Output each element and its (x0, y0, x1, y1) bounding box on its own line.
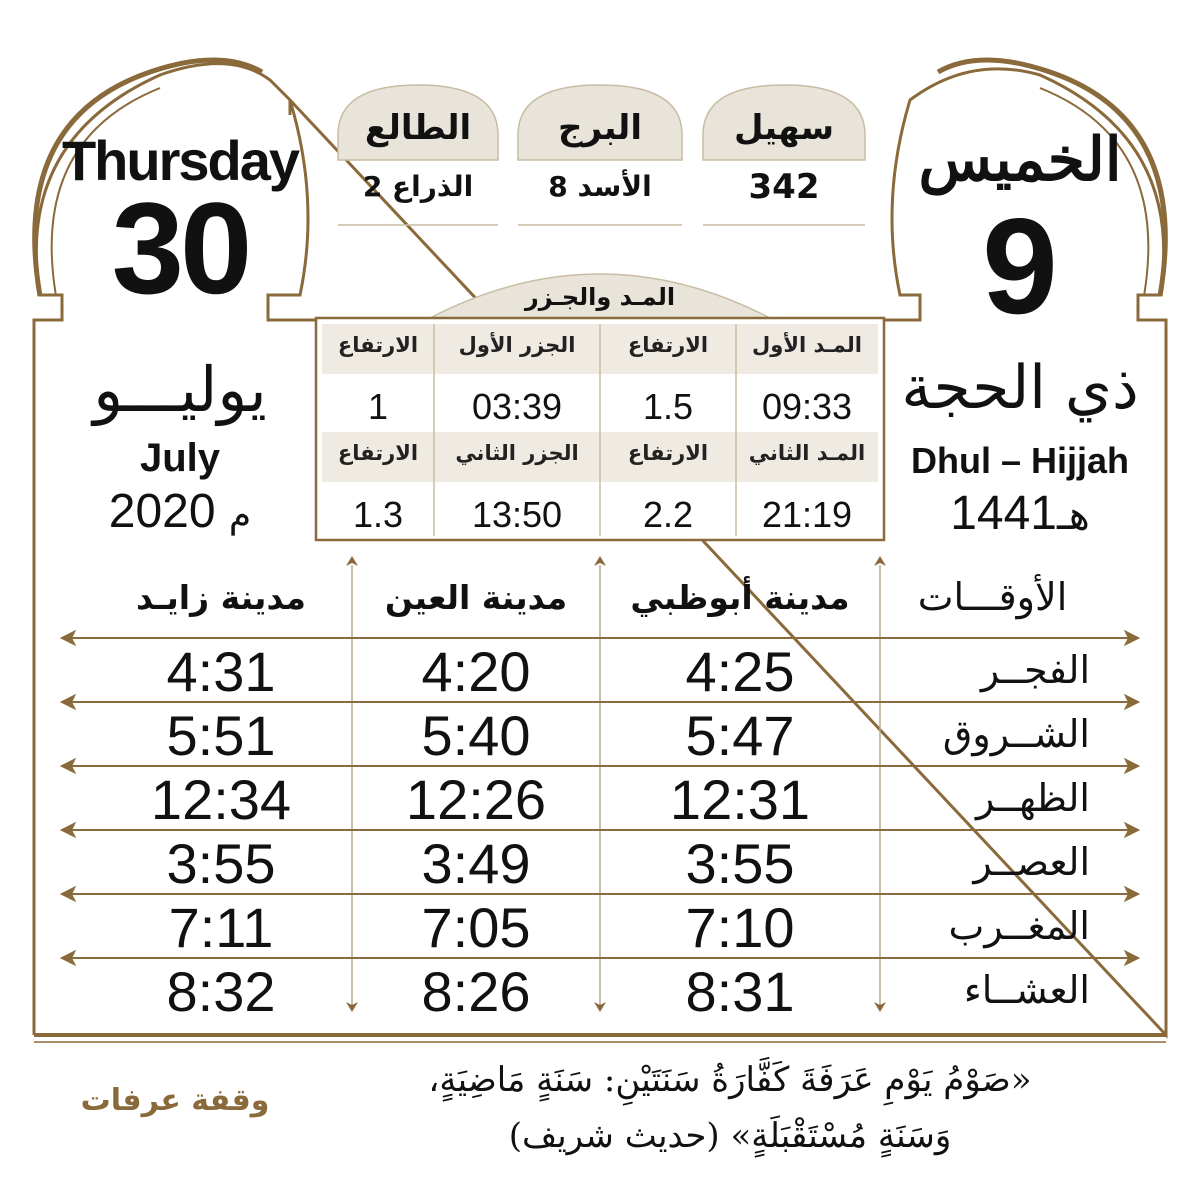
gregorian-month-en: July (139, 436, 221, 480)
prayer-name: العشــاء (963, 968, 1090, 1012)
year-suffix: م (228, 494, 252, 535)
prayer-time-abudhabi: 12:31 (669, 768, 811, 831)
tide-value: 21:19 (761, 494, 853, 535)
tide-title: المـد والجـزر (524, 283, 676, 311)
hijri-year-suffix: هـ (1056, 494, 1090, 538)
zodiac-label: البرج (558, 108, 642, 148)
prayer-time-abudhabi: 4:25 (685, 640, 795, 703)
tide-value: 13:50 (471, 494, 563, 535)
hijri-month-ar: ذي الحجة (901, 353, 1139, 423)
zodiac-value: الأسد 8 (548, 170, 652, 203)
prayer-time-zayed: 8:32 (166, 960, 276, 1023)
prayer-time-alain: 12:26 (405, 768, 547, 831)
prayer-time-zayed: 12:34 (150, 768, 292, 831)
tide-value: 1.5 (642, 386, 694, 427)
top-box-ascendant (338, 108, 498, 210)
gregorian-day: 30 (111, 175, 249, 321)
prayer-time-abudhabi: 8:31 (685, 960, 795, 1023)
prayer-time-alain: 3:49 (421, 832, 531, 895)
hijri-month-en: Dhul – Hijjah (910, 440, 1130, 481)
hijri-weekday: الخميس (918, 125, 1122, 195)
prayer-time-abudhabi: 7:10 (685, 896, 795, 959)
prayer-name: الظهــر (975, 776, 1090, 820)
header-abudhabi: مدينة أبوظبي (630, 578, 850, 617)
prayer-time-zayed: 5:51 (166, 704, 276, 767)
tide-label: المـد الثاني (748, 441, 866, 465)
hijri-year (880, 486, 1160, 541)
top-box-suhail (703, 108, 865, 210)
hijri-year-number: 1441 (950, 487, 1057, 540)
prayer-name: المغــرب (948, 904, 1090, 948)
quote-line1: «صَوْمُ يَوْمِ عَرَفَةَ كَفَّارَةُ سَنَتَيْنِ: سَنَةٍ مَاضِيَةٍ، (428, 1060, 1032, 1100)
prayer-name: الفجــر (980, 648, 1090, 692)
tide-label: الارتفاع (337, 441, 419, 465)
hijri-day: 9 (982, 190, 1058, 342)
tide-value: 1.3 (352, 494, 404, 535)
ascendant-value: الذراع 2 (362, 170, 474, 203)
header-times: الأوقـــات (917, 575, 1068, 619)
prayer-time-zayed: 7:11 (168, 896, 274, 959)
gregorian-weekday: Thursday (61, 129, 299, 192)
tide-label: الجزر الأول (458, 333, 576, 357)
prayer-name: العصــر (973, 840, 1090, 884)
prayer-time-alain: 4:20 (421, 640, 531, 703)
prayer-time-alain: 5:40 (421, 704, 531, 767)
prayer-time-abudhabi: 5:47 (685, 704, 795, 767)
prayer-time-alain: 8:26 (421, 960, 531, 1023)
tide-label: الارتفاع (337, 333, 419, 357)
tide-label: الارتفاع (627, 441, 709, 465)
suhail-value: 342 (748, 167, 820, 207)
gregorian-month-ar: يوليـــو (93, 353, 267, 426)
prayer-time-zayed: 4:31 (166, 640, 276, 703)
header-zayed: مدينة زايـد (136, 578, 306, 617)
header-alain: مدينة العين (384, 578, 568, 617)
prayer-name: الشــروق (942, 712, 1090, 756)
quote-line2: وَسَنَةٍ مُسْتَقْبَلَةٍ» (حديث شريف) (508, 1116, 952, 1156)
prayer-time-alain: 7:05 (421, 896, 531, 959)
year-number: 2020 (108, 485, 216, 538)
tide-value: 03:39 (471, 386, 563, 427)
suhail-label: سهيل (733, 108, 835, 148)
footer-label: وقفة عرفات (80, 1083, 270, 1118)
tide-value: 1 (367, 386, 389, 427)
tide-value: 09:33 (761, 386, 853, 427)
gregorian-year (60, 484, 300, 539)
tide-value: 2.2 (642, 494, 694, 535)
ascendant-label: الطالع (364, 108, 472, 148)
tide-label: الارتفاع (627, 333, 709, 357)
prayer-time-zayed: 3:55 (166, 832, 276, 895)
top-box-zodiac (518, 108, 682, 210)
tide-label: الجزر الثاني (455, 441, 579, 465)
tide-label: المـد الأول (752, 333, 862, 357)
prayer-time-abudhabi: 3:55 (685, 832, 795, 895)
